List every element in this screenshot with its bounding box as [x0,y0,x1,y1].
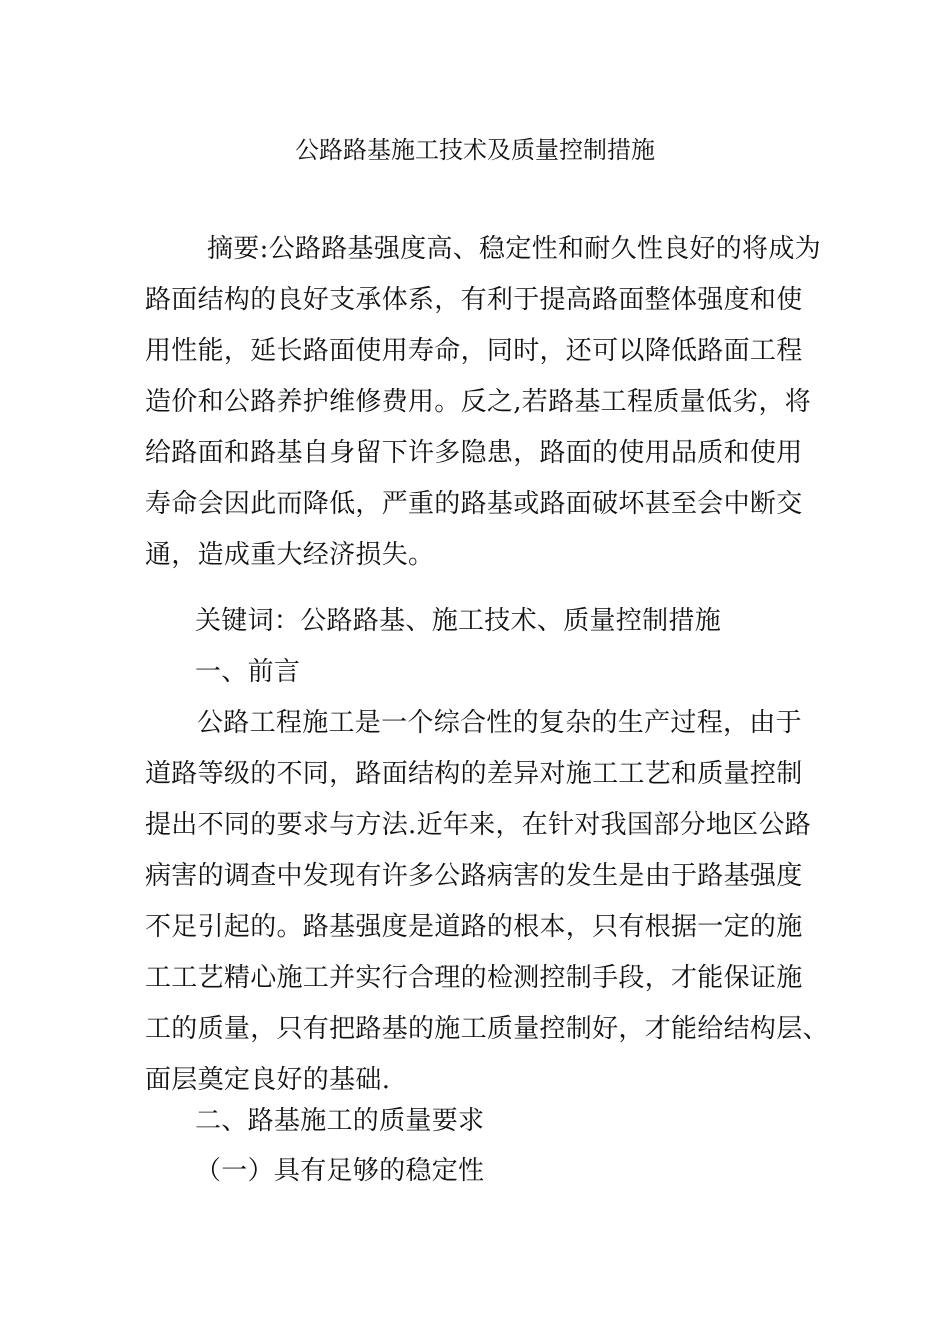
abstract-line: 通，造成重大经济损失。 [145,540,435,570]
section-heading-text: 二、路基施工的质量要求 [195,1106,485,1136]
abstract-line: 用性能，延长路面使用寿命，同时，还可以降低路面工程 [145,336,803,366]
preface-line: 面层奠定良好的基础. [145,1065,391,1095]
abstract-line: 给路面和路基自身留下许多隐患，路面的使用品质和使用 [145,438,803,468]
abstract-paragraph [145,224,821,581]
section-heading-text: 一、前言 [195,657,301,687]
preface-line: 公路工程施工是一个综合性的复杂的生产过程，由于 [197,708,802,738]
keywords-line [195,596,865,647]
preface-line: 工的质量，只有把路基的施工质量控制好，才能给结构层、 [145,1014,829,1044]
preface-line: 道路等级的不同，路面结构的差异对施工工艺和质量控制 [145,759,803,789]
preface-line: 提出不同的要求与方法.近年来，在针对我国部分地区公路 [145,810,812,840]
abstract-line: 路面结构的良好支承体系，有利于提高路面整体强度和使 [145,285,803,315]
subsection-heading-text: （一）具有足够的稳定性 [195,1156,485,1186]
section-heading-quality-requirements [195,1096,865,1147]
abstract-line: 摘要:公路路基强度高、稳定性和耐久性良好的将成为 [207,234,821,264]
keywords-text: 关键词：公路路基、施工技术、质量控制措施 [195,606,722,636]
section-heading-preface [195,647,865,698]
abstract-line: 造价和公路养护维修费用。反之,若路基工程质量低劣，将 [145,387,812,417]
subsection-heading-stability [195,1146,865,1197]
abstract-line: 寿命会因此而降低，严重的路基或路面破坏甚至会中断交 [145,489,803,519]
preface-line: 不足引起的。路基强度是道路的根本，只有根据一定的施 [145,912,803,942]
document-title: 公路路基施工技术及质量控制措施 [295,136,655,164]
preface-line: 工工艺精心施工并实行合理的检测控制手段，才能保证施 [145,963,803,993]
preface-paragraph [145,698,829,1106]
preface-line: 病害的调查中发现有许多公路病害的发生是由于路基强度 [145,861,803,891]
